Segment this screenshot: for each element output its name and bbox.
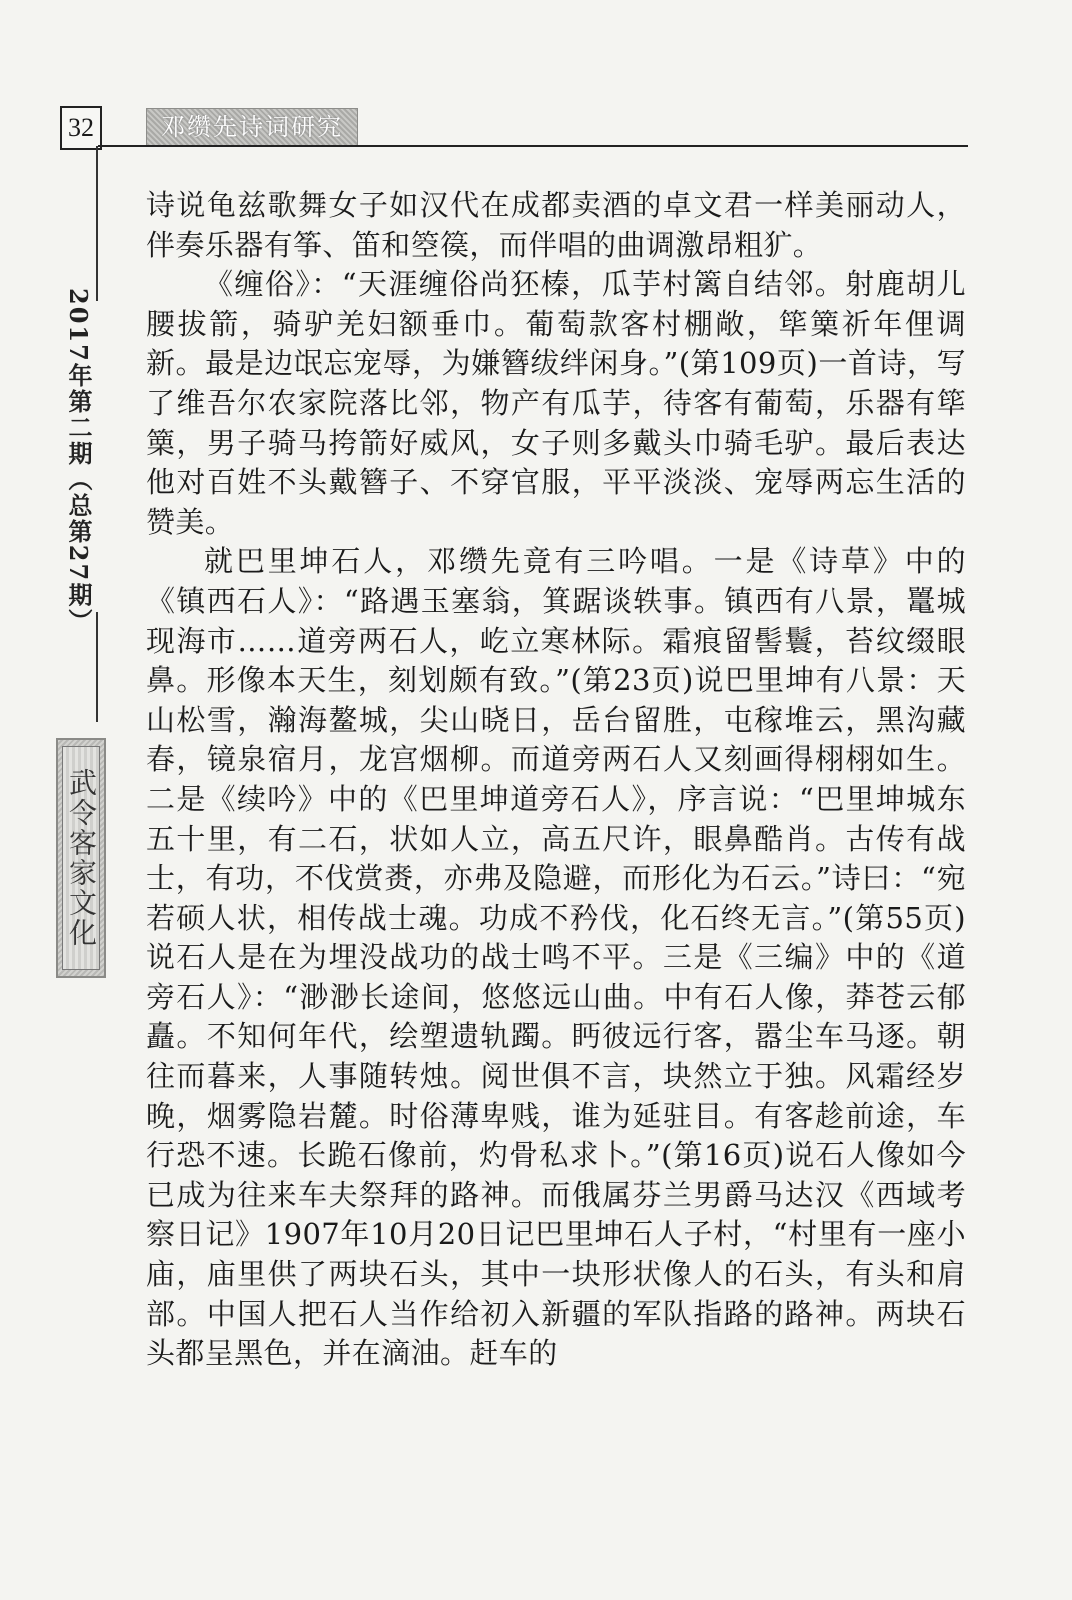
- side-divider: [96, 146, 98, 301]
- issue-label: 2017年第二期（总第27期）: [64, 288, 93, 635]
- side-banner: [56, 738, 106, 978]
- paragraph: 诗说龟兹歌舞女子如汉代在成都卖酒的卓文君一样美丽动人，伴奏乐器有筝、笛和箜篌，而伴唱的曲调激昂粗犷。: [146, 188, 966, 262]
- paragraph: 《缠俗》：“天涯缠俗尚狉榛，瓜芋村篱自结邻。射鹿胡儿腰拔箭，骑驴羌妇额垂巾。葡萄款客村棚敞，筚篥祈年俚调新。最是边氓忘宠辱，为嫌簪绂绊闲身。”(第109页)一首诗，写了维吾尔农家院落比邻，物产有瓜芋，待客有葡萄，乐器有筚篥，男子骑马挎箭好威风，女子则多戴头巾骑毛驴。最后表达他对百姓不头戴簪子、不穿官服，平平淡淡、宠辱两忘生活的赞美。: [146, 267, 966, 539]
- side-banner-text: 武令客家文化: [62, 746, 100, 970]
- header-divider: [98, 145, 968, 147]
- page-number: 32: [60, 106, 102, 150]
- paragraph: 就巴里坤石人，邓缵先竟有三吟唱。一是《诗草》中的《镇西石人》：“路遇玉塞翁，箕踞谈轶事。镇西有八景，鼍城现海市……道旁两石人，屹立寒林际。霜痕留髻鬟，苔纹缀眼鼻。形像本天生，刻划颇有致。”(第23页)说巴里坤有八景：天山松雪，瀚海鳌城，尖山晓日，岳台留胜，屯稼堆云，黑沟藏春，镜泉宿月，龙宫烟柳。而道旁两石人又刻画得栩栩如生。二是《续吟》中的《巴里坤道旁石人》，序言说：“巴里坤城东五十里，有二石，状如人立，高五尺许，眼鼻酷肖。古传有战士，有功，不伐赏赉，亦弗及隐避，而形化为石云。”诗曰：“宛若硕人状，相传战士魂。功成不矜伐，化石终无言。”(第55页)说石人是在为埋没战功的战士鸣不平。三是《三编》中的《道旁石人》：“渺渺长途间，悠悠远山曲。中有石人像，莽苍云郁矗。不知何年代，绘塑遗轨躅。眄彼远行客，嚣尘车马逐。朝往而暮来，人事随转烛。阅世俱不言，块然立于独。风霜经岁晚，烟雾隐岩麓。时俗薄卑贱，谁为延驻目。有客趁前途，车行恐不速。长跪石像前，灼骨私求卜。”(第16页)说石人像如今已成为往来车夫祭拜的路神。而俄属芬兰男爵马达汉《西域考察日记》1907年10月20日记巴里坤石人子村，“村里有一座小庙，庙里供了两块石头，其中一块形状像人的石头，有头和肩部。中国人把石人当作给初入新疆的军队指路的路神。两块石头都呈黑色，并在滴油。赶车的: [146, 544, 966, 1371]
- side-divider-lower: [96, 612, 98, 722]
- article-body: [146, 186, 966, 1374]
- section-title: 邓缵先诗词研究: [146, 108, 358, 146]
